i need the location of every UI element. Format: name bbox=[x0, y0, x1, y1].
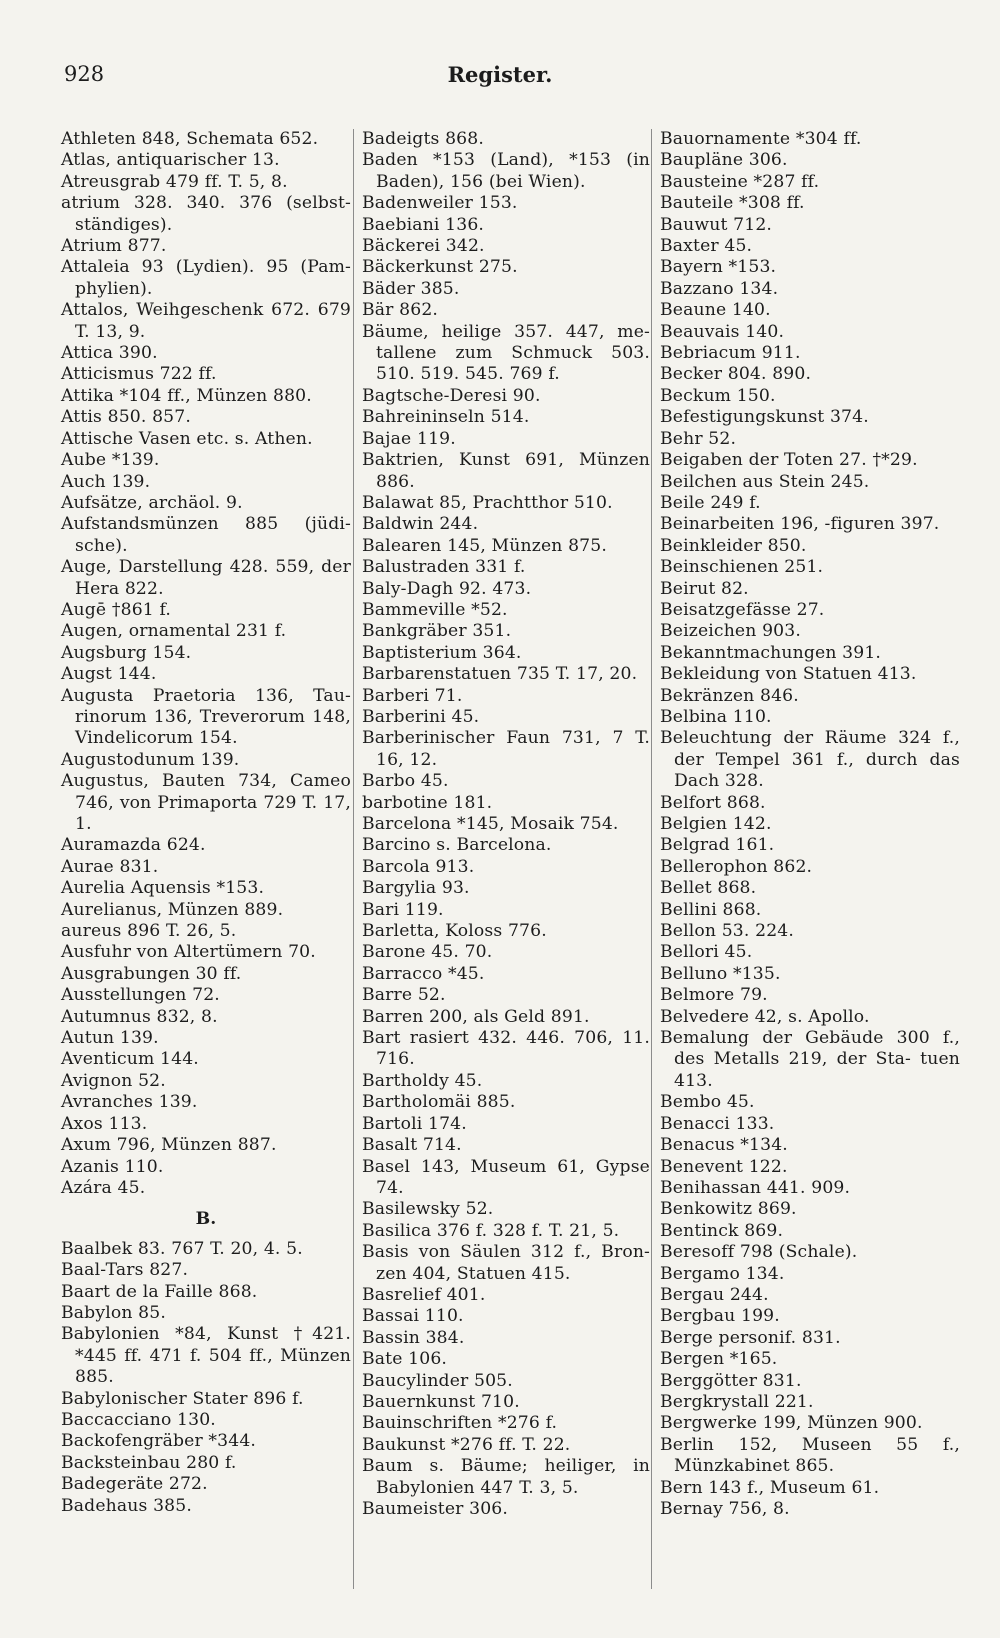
index-entry: Bentinck 869. bbox=[660, 1220, 784, 1241]
index-entry: Beinschienen 251. bbox=[660, 557, 824, 578]
index-entry: Augustodunum 139. bbox=[61, 749, 240, 770]
index-entry: Beile 249 f. bbox=[660, 492, 761, 513]
index-entry: Barren 200, als Geld 891. bbox=[362, 1006, 590, 1027]
index-entry: Behr 52. bbox=[660, 428, 737, 449]
index-entry: Aufstandsmünzen 885 (jüdi- sche). bbox=[61, 514, 351, 556]
page-header bbox=[58, 62, 942, 98]
index-entry: Bagtsche-Deresi 90. bbox=[362, 385, 541, 406]
index-entry: atrium 328. 340. 376 (selbst- ständiges). bbox=[61, 193, 351, 235]
index-entry: Belmore 79. bbox=[660, 985, 768, 1006]
index-entry: Berggötter 831. bbox=[660, 1370, 802, 1391]
index-entry: Belluno *135. bbox=[660, 963, 781, 984]
index-entry: Attalos, Weihgeschenk 672. 679 T. 13, 9. bbox=[61, 300, 351, 342]
index-entry: Basalt 714. bbox=[362, 1135, 462, 1156]
index-entry: Bekleidung von Statuen 413. bbox=[660, 664, 917, 685]
index-entry: Bajae 119. bbox=[362, 428, 456, 449]
index-entry: Benacci 133. bbox=[660, 1113, 775, 1134]
index-entry: Barracco *45. bbox=[362, 963, 485, 984]
index-entry: Axum 796, Münzen 887. bbox=[61, 1135, 277, 1156]
index-entry: Bär 862. bbox=[362, 300, 439, 321]
index-entry: Barletta, Koloss 776. bbox=[362, 921, 547, 942]
index-entry: Beleuchtung der Räume 324 f., der Tempel 361 f., durch das Dach 328. bbox=[660, 728, 960, 792]
index-entry: Autumnus 832, 8. bbox=[61, 1006, 218, 1027]
index-entry: Baal-Tars 827. bbox=[61, 1260, 189, 1281]
index-entry: Baumeister 306. bbox=[362, 1499, 509, 1519]
index-entry: Ausstellungen 72. bbox=[61, 985, 220, 1006]
index-entry: Attica 390. bbox=[61, 343, 158, 364]
index-entry: Beauvais 140. bbox=[660, 321, 785, 342]
index-entry: Berlin 152, Museen 55 f., Münzkabinet 865. bbox=[660, 1434, 960, 1477]
index-entry: Badegeräte 272. bbox=[61, 1474, 208, 1495]
index-entry: Augē †861 f. bbox=[61, 599, 171, 620]
index-entry: Badeigts 868. bbox=[362, 129, 484, 149]
index-entry: Axos 113. bbox=[61, 1113, 148, 1134]
index-entry: Beisatzgefässe 27. bbox=[660, 599, 825, 620]
index-entry: Bellori 45. bbox=[660, 942, 753, 963]
index-column-1 bbox=[61, 129, 351, 1517]
index-entry: Belgien 142. bbox=[660, 814, 772, 834]
index-entry: Bankgräber 351. bbox=[362, 621, 512, 642]
index-entry: Belgrad 161. bbox=[660, 835, 775, 856]
index-entry: Befestigungskunst 374. bbox=[660, 407, 869, 428]
index-entry: Bergwerke 199, Münzen 900. bbox=[660, 1413, 923, 1434]
index-entry: Bergamo 134. bbox=[660, 1263, 785, 1284]
index-entry: Bazzano 134. bbox=[660, 278, 779, 299]
index-entry: Aventicum 144. bbox=[61, 1049, 199, 1070]
index-entry: Basilica 376 f. 328 f. T. 21, 5. bbox=[362, 1220, 620, 1241]
index-entry: Beckum 150. bbox=[660, 385, 776, 406]
index-entry: Azanis 110. bbox=[61, 1156, 164, 1177]
index-entry: Bergen *165. bbox=[660, 1349, 778, 1370]
index-entries-a bbox=[61, 129, 351, 1199]
index-column-2 bbox=[362, 129, 650, 1520]
index-entry: Ausgrabungen 30 ff. bbox=[61, 963, 242, 984]
index-entry: Benkowitz 869. bbox=[660, 1199, 797, 1220]
index-entry: Baccacciano 130. bbox=[61, 1409, 216, 1430]
index-entry: Benevent 122. bbox=[660, 1156, 788, 1177]
index-entry: Bahreininseln 514. bbox=[362, 407, 530, 428]
index-entry: Atlas, antiquarischer 13. bbox=[61, 150, 280, 171]
index-entry: Bartholomäi 885. bbox=[362, 1092, 516, 1113]
index-entry: Balearen 145, Münzen 875. bbox=[362, 535, 607, 556]
index-entry: Beinarbeiten 196, -figuren 397. bbox=[660, 514, 940, 535]
index-entry: Bäume, heilige 357. 447, me- tallene zum Schmuck 503. 510. 519. 545. 769 f. bbox=[362, 321, 650, 385]
index-entry: Barberi 71. bbox=[362, 685, 463, 706]
index-entry: Auramazda 624. bbox=[61, 835, 206, 856]
section-letter-b: B. bbox=[195, 1209, 217, 1230]
index-entry: Baptisterium 364. bbox=[362, 642, 522, 663]
index-entry: Belvedere 42, s. Apollo. bbox=[660, 1006, 870, 1027]
index-entry: Bari 119. bbox=[362, 899, 444, 920]
index-entry: Augen, ornamental 231 f. bbox=[61, 621, 287, 642]
index-entry: Baxter 45. bbox=[660, 236, 753, 257]
index-entry: Badehaus 385. bbox=[61, 1495, 192, 1516]
index-entry: Balawat 85, Prachtthor 510. bbox=[362, 492, 613, 513]
index-entry: Atrium 877. bbox=[61, 236, 167, 257]
index-entry: Barbo 45. bbox=[362, 771, 449, 792]
index-entry: Bellerophon 862. bbox=[660, 856, 813, 877]
index-entries-b bbox=[61, 1239, 351, 1517]
index-entry: Barbarenstatuen 735 T. 17, 20. bbox=[362, 664, 638, 685]
index-entry: Baukunst *276 ff. T. 22. bbox=[362, 1434, 571, 1455]
index-entry: Baum s. Bäume; heiliger, in Babylonien 447 T. 3, 5. bbox=[362, 1456, 650, 1498]
index-entry: Bern 143 f., Museum 61. bbox=[660, 1477, 880, 1498]
index-entry: Babylon 85. bbox=[61, 1302, 166, 1323]
index-entry: Bebriacum 911. bbox=[660, 343, 801, 364]
index-entry: Beaune 140. bbox=[660, 300, 771, 321]
index-entry: Babylonischer Stater 896 f. bbox=[61, 1388, 304, 1409]
index-entry: Barcino s. Barcelona. bbox=[362, 835, 552, 856]
index-entry: Berge personif. 831. bbox=[660, 1327, 841, 1348]
index-entry: Baucylinder 505. bbox=[362, 1370, 513, 1391]
index-entry: Auch 139. bbox=[61, 471, 151, 492]
index-entry: Bäckerkunst 275. bbox=[362, 257, 518, 278]
index-entry: Avranches 139. bbox=[61, 1092, 198, 1113]
index-entry: Basrelief 401. bbox=[362, 1284, 486, 1305]
index-entry: Barberini 45. bbox=[362, 706, 480, 727]
index-entry: Attis 850. 857. bbox=[61, 407, 191, 428]
index-entry: Azára 45. bbox=[61, 1177, 146, 1198]
index-entry: Baden *153 (Land), *153 (in Baden), 156 (bei Wien). bbox=[362, 150, 650, 192]
index-entry: Atreusgrab 479 ff. T. 5, 8. bbox=[61, 171, 288, 192]
index-column-3 bbox=[660, 129, 960, 1520]
index-entry: Auge, Darstellung 428. 559, der Hera 822. bbox=[61, 557, 351, 599]
index-entry: Bellini 868. bbox=[660, 899, 762, 920]
index-entry: Bergau 244. bbox=[660, 1284, 769, 1305]
index-entry: Bäder 385. bbox=[362, 278, 460, 299]
index-entry: Barcola 913. bbox=[362, 856, 475, 877]
index-entry: Attaleia 93 (Lydien). 95 (Pam- phylien). bbox=[61, 257, 351, 299]
index-entry: Barone 45. 70. bbox=[362, 942, 493, 963]
index-entry: Baupläne 306. bbox=[660, 150, 788, 171]
column-rule bbox=[353, 129, 354, 1589]
index-entry: Baktrien, Kunst 691, Münzen 886. bbox=[362, 450, 650, 492]
index-entry: Bauernkunst 710. bbox=[362, 1391, 520, 1412]
index-entry: Aufsätze, archäol. 9. bbox=[61, 492, 243, 513]
index-entry: Barberinischer Faun 731, 7 T. 16, 12. bbox=[362, 728, 650, 770]
index-entry: Autun 139. bbox=[61, 1028, 159, 1049]
index-entry: Bergbau 199. bbox=[660, 1306, 780, 1327]
index-entry: Bayern *153. bbox=[660, 257, 777, 278]
index-entry: Bartoli 174. bbox=[362, 1113, 467, 1134]
index-entry: Augst 144. bbox=[61, 664, 157, 685]
index-entry: Beresoff 798 (Schale). bbox=[660, 1242, 858, 1263]
index-entry: Badenweiler 153. bbox=[362, 193, 518, 214]
index-entry: Aube *139. bbox=[61, 450, 160, 471]
index-entry: Aurelianus, Münzen 889. bbox=[61, 899, 284, 920]
index-entry: Attische Vasen etc. s. Athen. bbox=[61, 428, 313, 449]
index-entry: Bammeville *52. bbox=[362, 599, 508, 620]
index-entry: Bate 106. bbox=[362, 1349, 448, 1370]
index-entry: Beirut 82. bbox=[660, 578, 749, 599]
index-entry: Augusta Praetoria 136, Tau- rinorum 136, Treverorum 148, Vindelicorum 154. bbox=[61, 685, 351, 749]
index-entry: Babylonien *84, Kunst †421. *445 ff. 471 f. 504 ff., Münzen 885. bbox=[61, 1324, 351, 1388]
index-entry: Balustraden 331 f. bbox=[362, 557, 526, 578]
index-entry: Bassin 384. bbox=[362, 1327, 465, 1348]
index-entry: Barcelona *145, Mosaik 754. bbox=[362, 814, 619, 834]
index-entry: Benacus *134. bbox=[660, 1135, 788, 1156]
index-entry: Augsburg 154. bbox=[61, 642, 192, 663]
index-entry: Baalbek 83. 767 T. 20, 4. 5. bbox=[61, 1238, 303, 1259]
index-entry: Bellet 868. bbox=[660, 878, 757, 899]
index-entry: Bembo 45. bbox=[660, 1092, 755, 1113]
index-entry: Basilewsky 52. bbox=[362, 1199, 494, 1220]
index-entry: Belfort 868. bbox=[660, 792, 766, 813]
index-entry: Baldwin 244. bbox=[362, 514, 479, 535]
index-entry: Bartholdy 45. bbox=[362, 1070, 483, 1091]
index-entry: Ausfuhr von Altertümern 70. bbox=[61, 942, 316, 963]
index-entry: Bellon 53. 224. bbox=[660, 921, 794, 942]
index-entry: Barre 52. bbox=[362, 985, 446, 1006]
index-entry: Aurae 831. bbox=[61, 856, 159, 877]
index-entry: Baart de la Faille 868. bbox=[61, 1281, 258, 1302]
index-entry: Attika *104 ff., Münzen 880. bbox=[61, 385, 312, 406]
index-entry: Bauornamente *304 ff. bbox=[660, 129, 862, 149]
index-entry: Aurelia Aquensis *153. bbox=[61, 878, 265, 899]
index-entry: aureus 896 T. 26, 5. bbox=[61, 921, 237, 942]
index-entry: Bauinschriften *276 f. bbox=[362, 1413, 558, 1434]
index-entry: Bart rasiert 432. 446. 706, 11. 716. bbox=[362, 1028, 650, 1070]
index-entry: Benihassan 441. 909. bbox=[660, 1177, 851, 1198]
index-entry: Bauteile *308 ff. bbox=[660, 193, 805, 214]
page-number: 928 bbox=[64, 62, 105, 86]
index-entry: Bekränzen 846. bbox=[660, 685, 799, 706]
index-entry: Bemalung der Gebäude 300 f., des Metalls 219, der Sta- tuen 413. bbox=[660, 1028, 960, 1091]
index-entry: Basel 143, Museum 61, Gypse 74. bbox=[362, 1156, 650, 1198]
index-entry: Bausteine *287 ff. bbox=[660, 171, 820, 192]
index-entry: Beigaben der Toten 27. †*29. bbox=[660, 450, 918, 471]
index-entry: Bergkrystall 221. bbox=[660, 1391, 814, 1412]
index-entry: Beinkleider 850. bbox=[660, 535, 807, 556]
index-entry: Beilchen aus Stein 245. bbox=[660, 471, 870, 492]
index-entry: Baly-Dagh 92. 473. bbox=[362, 578, 532, 599]
index-entry: Basis von Säulen 312 f., Bron- zen 404, Statuen 415. bbox=[362, 1242, 650, 1284]
index-entry: Athleten 848, Schemata 652. bbox=[61, 129, 319, 149]
index-entry: Belbina 110. bbox=[660, 706, 772, 727]
column-rule bbox=[651, 129, 652, 1589]
index-entry: Bargylia 93. bbox=[362, 878, 470, 899]
running-head: Register. bbox=[447, 62, 553, 87]
index-entry: Augustus, Bauten 734, Cameo 746, von Primaporta 729 T. 17, 1. bbox=[61, 771, 351, 834]
index-entry: barbotine 181. bbox=[362, 792, 493, 813]
index-entry: Backofengräber *344. bbox=[61, 1431, 257, 1452]
index-entry: Bernay 756, 8. bbox=[660, 1499, 790, 1519]
index-entry: Atticismus 722 ff. bbox=[61, 364, 217, 385]
index-entry: Backsteinbau 280 f. bbox=[61, 1452, 237, 1473]
index-entry: Bekanntmachungen 391. bbox=[660, 642, 882, 663]
index-entry: Avignon 52. bbox=[61, 1070, 166, 1091]
index-entry: Beizeichen 903. bbox=[660, 621, 801, 642]
index-entry: Bassai 110. bbox=[362, 1306, 464, 1327]
index-entry: Bauwut 712. bbox=[660, 214, 773, 235]
index-columns bbox=[57, 129, 960, 1579]
index-entry: Bäckerei 342. bbox=[362, 236, 485, 257]
index-entry: Baebiani 136. bbox=[362, 214, 485, 235]
index-entry: Becker 804. 890. bbox=[660, 364, 812, 385]
